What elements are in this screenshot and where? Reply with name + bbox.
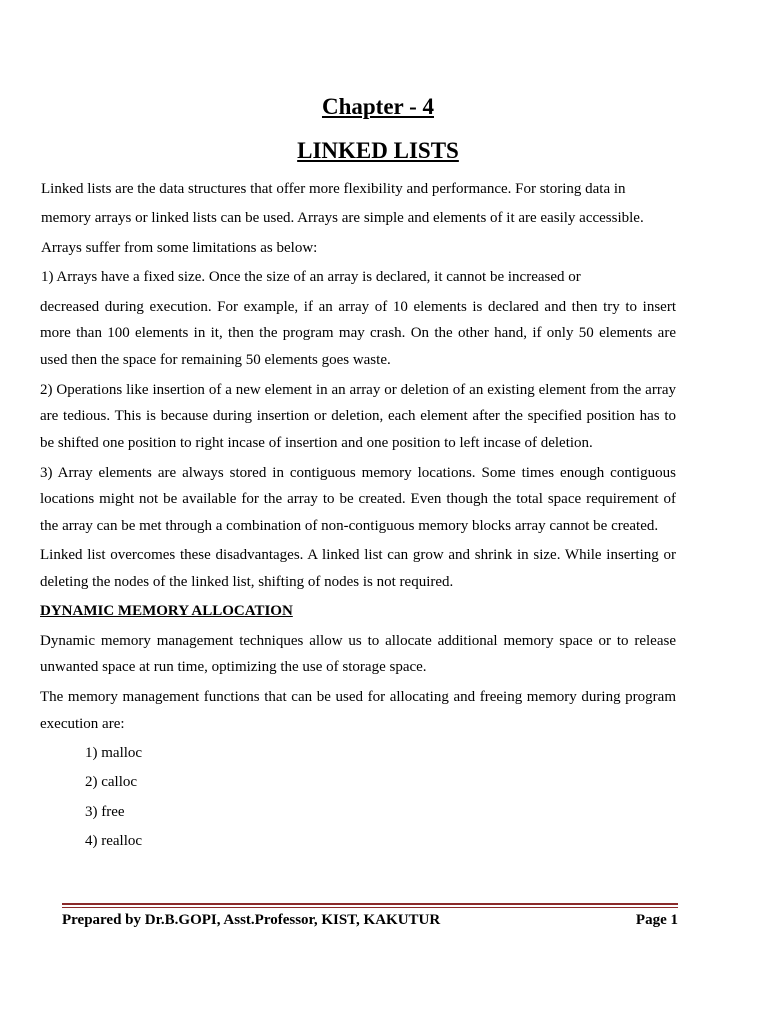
paragraph-line: more than 100 elements in it, then the program may crash. On the other hand, if only 50 elements are — [40, 325, 676, 341]
paragraph-line: Linked list overcomes these disadvantages. A linked list can grow and shrink in size. While inserting or — [40, 547, 676, 563]
paragraph-line: Dynamic memory management techniques allow us to allocate additional memory space or to release — [40, 633, 676, 649]
paragraph-line: execution are: — [40, 716, 125, 732]
paragraph-line: the array can be met through a combination of non-contiguous memory blocks array cannot be created. — [40, 518, 659, 534]
footer-rule — [62, 903, 678, 905]
paragraph-line: used then the space for remaining 50 elements goes waste. — [40, 352, 391, 368]
paragraph-line: 3) Array elements are always stored in contiguous memory locations. Some times enough contiguous — [40, 465, 676, 481]
list-item: 4) realloc — [85, 833, 143, 849]
chapter-heading: Chapter - 4 — [321, 94, 434, 119]
footer-rule — [62, 907, 678, 908]
intro-line: 1) Arrays have a fixed size. Once the size of an array is declared, it cannot be increased or — [41, 269, 581, 285]
paragraph-line: 2) Operations like insertion of a new element in an array or deletion of an existing element from the array — [40, 382, 676, 398]
list-item: 3) free — [85, 804, 125, 820]
intro-line: Linked lists are the data structures that offer more flexibility and performance. For storing data in — [41, 181, 626, 197]
section-heading: DYNAMIC MEMORY ALLOCATION — [40, 603, 293, 619]
page-number: Page 1 — [635, 912, 678, 928]
paragraph-line: unwanted space at run time, optimizing the use of storage space. — [40, 659, 427, 675]
list-item: 2) calloc — [85, 774, 138, 790]
paragraph-line: deleting the nodes of the linked list, shifting of nodes is not required. — [40, 574, 454, 590]
intro-line: Arrays suffer from some limitations as below: — [41, 240, 318, 256]
list-item: 1) malloc — [85, 745, 143, 761]
paragraph-line: The memory management functions that can be used for allocating and freeing memory during program — [40, 689, 676, 705]
intro-line: memory arrays or linked lists can be used. Arrays are simple and elements of it are easily accessible. — [41, 210, 644, 226]
paragraph-line: be shifted one position to right incase of insertion and one position to left incase of deletion. — [40, 435, 593, 451]
paragraph-line: decreased during execution. For example, if an array of 10 elements is declared and then try to insert — [40, 299, 676, 315]
page-title: LINKED LISTS — [297, 138, 459, 163]
paragraph-line: locations might not be available for the array to be created. Even though the total space requirement of — [40, 491, 676, 507]
footer-author: Prepared by Dr.B.GOPI, Asst.Professor, KIST, KAKUTUR — [62, 912, 441, 928]
paragraph-line: are tedious. This is because during insertion or deletion, each element after the specified position has to — [40, 408, 676, 424]
